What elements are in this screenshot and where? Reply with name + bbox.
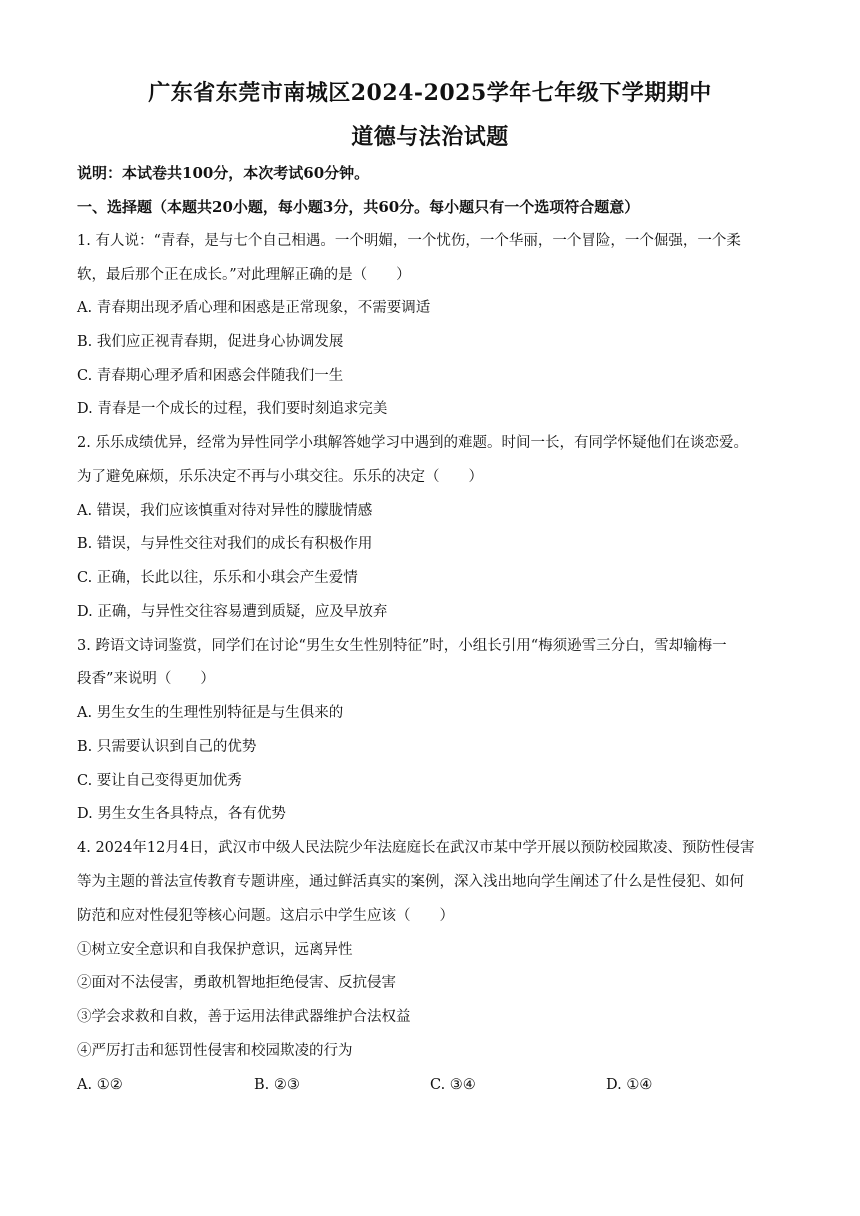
q2-option-d: D. 正确，与异性交往容易遭到质疑，应及早放弃 <box>77 604 388 620</box>
exam-title-line-1: 广东省东莞市南城区2024-2025学年七年级下学期期中 <box>148 80 712 106</box>
q1-stem-line-1: 1. 有人说：“青春，是与七个自己相遇。一个明媚，一个忧伤，一个华丽，一个冒险，一个倔强，一个柔 <box>77 233 741 249</box>
q2-stem-line-2: 为了避免麻烦，乐乐决定不再与小琪交往。乐乐的决定（ ） <box>77 469 483 485</box>
q4-option-a: A. ①② <box>77 1077 123 1093</box>
q4-stem-line-3: 防范和应对性侵犯等核心问题。这启示中学生应该（ ） <box>77 908 454 924</box>
q1-option-b: B. 我们应正视青春期，促进身心协调发展 <box>77 334 344 350</box>
q2-option-a: A. 错误，我们应该慎重对待对异性的朦胧情感 <box>77 503 373 519</box>
q3-stem-line-1: 3. 跨语文诗词鉴赏，同学们在讨论“男生女生性别特征”时，小组长引用“梅须逊雪三分白，雪却输梅一 <box>77 638 727 654</box>
q4-option-d: D. ①④ <box>606 1077 653 1093</box>
q4-item-4: ④严厉打击和惩罚性侵害和校园欺凌的行为 <box>77 1043 353 1059</box>
q1-option-c: C. 青春期心理矛盾和困惑会伴随我们一生 <box>77 368 344 384</box>
q3-option-b: B. 只需要认识到自己的优势 <box>77 739 257 755</box>
q3-option-a: A. 男生女生的生理性别特征是与生俱来的 <box>77 705 344 721</box>
q4-item-3: ③学会求救和自救，善于运用法律武器维护合法权益 <box>77 1009 411 1025</box>
q4-stem-line-2: 等为主题的普法宣传教育专题讲座，通过鲜活真实的案例，深入浅出地向学生阐述了什么是性侵犯、如何 <box>77 874 744 890</box>
q1-option-d: D. 青春是一个成长的过程，我们要时刻追求完美 <box>77 401 388 417</box>
q4-stem-line-1: 4. 2024年12月4日，武汉市中级人民法院少年法庭庭长在武汉市某中学开展以预防校园欺凌、预防性侵害 <box>77 840 755 856</box>
q4-item-1: ①树立安全意识和自我保护意识，远离异性 <box>77 942 353 958</box>
q4-option-c: C. ③④ <box>430 1077 476 1093</box>
q2-option-c: C. 正确，长此以往，乐乐和小琪会产生爱情 <box>77 570 358 586</box>
q4-option-b: B. ②③ <box>254 1077 300 1093</box>
exam-note: 说明：本试卷共100分，本次考试60分钟。 <box>77 164 370 182</box>
q2-stem-line-1: 2. 乐乐成绩优异，经常为异性同学小琪解答她学习中遇到的难题。时间一长，有同学怀疑他们在谈恋爱。 <box>77 435 748 451</box>
exam-title-line-2: 道德与法治试题 <box>351 124 509 150</box>
q3-option-d: D. 男生女生各具特点，各有优势 <box>77 806 286 822</box>
q1-option-a: A. 青春期出现矛盾心理和困惑是正常现象，不需要调适 <box>77 300 431 316</box>
q3-option-c: C. 要让自己变得更加优秀 <box>77 773 242 789</box>
q2-option-b: B. 错误，与异性交往对我们的成长有积极作用 <box>77 536 373 552</box>
q3-stem-line-2: 段香”来说明（ ） <box>77 671 215 687</box>
q4-item-2: ②面对不法侵害，勇敢机智地拒绝侵害、反抗侵害 <box>77 975 396 991</box>
q1-stem-line-2: 软，最后那个正在成长。”对此理解正确的是（ ） <box>77 267 411 283</box>
section-heading: 一、选择题（本题共20小题，每小题3分，共60分。每小题只有一个选项符合题意） <box>77 198 640 216</box>
